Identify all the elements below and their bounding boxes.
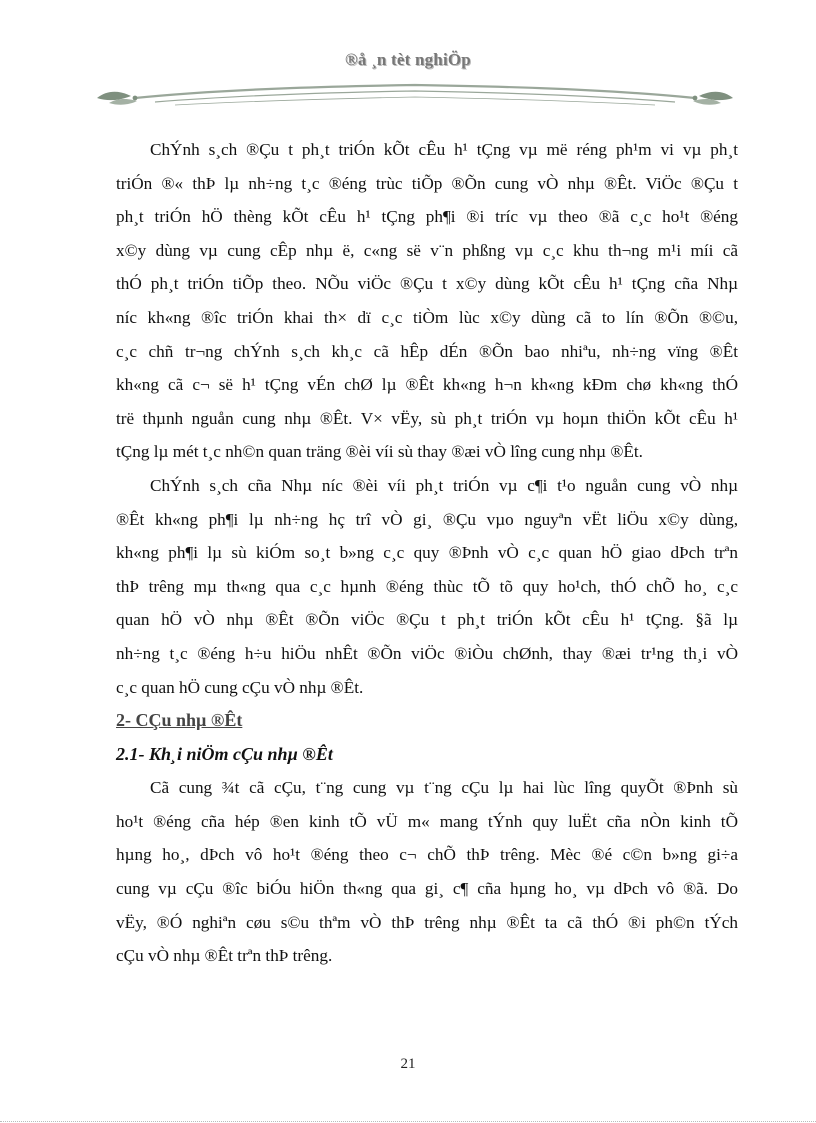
page-number: 21 xyxy=(400,1056,416,1072)
text-line: ChÝnh s¸ch cña Nhµ níc ®èi víi ph¸t triÓn vµ c¶i t¹o nguån cung vÒ nhµ xyxy=(150,475,738,495)
text-line: cÇu vÒ nhµ ®Êt trªn thÞ trêng. xyxy=(116,946,333,966)
text-line: Cã cung ¾t cã cÇu, t¨ng cung vµ t¨ng cÇu lµ hai lùc lîng quyÕt ®Þnh sù xyxy=(150,778,738,798)
text-line: kh«ng cã c¬ së h¹ tÇng vÉn chØ lµ ®Êt kh«ng h¬n kh«ng kÐm chø kh«ng thÓ xyxy=(116,375,738,395)
page-bottom-rule xyxy=(0,1121,816,1122)
subsection-heading: 2.1- Kh¸i niÖm cÇu nhµ ®Êt xyxy=(116,743,333,764)
text-line: quan hÖ vÒ nhµ ®Êt ®Õn viÖc ®Çu t ph¸t triÓn kÕt cÊu h¹ tÇng. §ã lµ xyxy=(116,610,738,630)
text-line: níc kh«ng ®îc triÓn khai th× dï c¸c tiÒm lùc x©y dùng cã to lín ®Õn ®©u, xyxy=(116,307,738,327)
text-line: hµng ho¸, dÞch vô ho¹t ®éng theo c¬ chÕ thÞ trêng. Mèc ®é c©n b»ng gi÷a xyxy=(116,845,738,865)
text-line: c¸c chñ tr¬ng chÝnh s¸ch kh¸c cã hÊp dÉn ®Õn bao nhiªu, nh÷ng vïng ®Êt xyxy=(116,341,738,361)
text-line: kh«ng ph¶i lµ sù kiÓm so¸t b»ng c¸c quy ®Þnh vÒ c¸c quan hÖ giao dÞch trªn xyxy=(116,543,738,563)
text-line: vËy, ®Ó nghiªn cøu s©u thªm vÒ thÞ trêng nhµ ®Êt ta cã thÓ ®i ph©n tÝch xyxy=(116,912,738,932)
text-line: x©y dùng vµ cung cÊp nhµ ë, c«ng së v¨n phßng vµ c¸c khu th¬ng m¹i míi cã xyxy=(116,240,738,260)
text-line: thÞ trêng mµ th«ng qua c¸c hµnh ®éng thùc tÕ tõ quy ho¹ch, thÓ chÕ ho¸ c¸c xyxy=(116,576,738,596)
text-line: c¸c quan hÖ cung cÇu vÒ nhµ ®Êt. xyxy=(116,677,364,697)
text-line: triÓn ®« thÞ lµ nh÷ng t¸c ®éng trùc tiÕp ®Õn cung vÒ nhµ ®Êt. ViÖc ®Çu t xyxy=(116,173,738,193)
text-line: thÓ ph¸t triÓn tiÕp theo. NÕu viÖc ®Çu t x©y dùng kÕt cÊu h¹ tÇng cña Nhµ xyxy=(116,274,738,294)
text-line: tÇng lµ mét t¸c nh©n quan träng ®èi víi sù thay ®æi vÒ lîng cung nhµ ®Êt. xyxy=(116,442,643,462)
text-line: ho¹t ®éng cña hép ®en kinh tÕ vÜ m« mang tÝnh quy luËt cña nÒn kinh tÕ xyxy=(116,811,738,831)
running-header: ®å ¸n tèt nghiÖp xyxy=(345,50,471,69)
text-line: ®Êt kh«ng ph¶i lµ nh÷ng hç trî vÒ gi¸ ®Çu vµo nguyªn vËt liÖu x©y dùng, xyxy=(116,509,738,529)
text-line: ph¸t triÓn hÖ thèng kÕt cÊu h¹ tÇng ph¶i ®i tríc vµ theo ®ã c¸c ho¹t ®éng xyxy=(116,207,738,227)
text-line: trë thµnh nguån cung nhµ ®Êt. V× vËy, sù ph¸t triÓn vµ hoµn thiÖn kÕt cÊu h¹ xyxy=(116,408,738,428)
decorative-divider xyxy=(95,76,735,110)
body-text xyxy=(116,133,738,973)
section-heading: 2- CÇu nhµ ®Êt xyxy=(116,710,243,731)
text-line: cung vµ cÇu ®îc biÓu hiÖn th«ng qua gi¸ c¶ cña hµng ho¸ vµ dÞch vô ®ã. Do xyxy=(116,879,738,899)
text-line: ChÝnh s¸ch ®Çu t ph¸t triÓn kÕt cÊu h¹ tÇng vµ më réng ph¹m vi vµ ph¸t xyxy=(150,140,738,159)
text-line: nh÷ng t¸c ®éng h÷u hiÖu nhÊt ®Õn viÖc ®iÒu chØnh, thay ®æi tr¹ng th¸i vÒ xyxy=(116,643,738,663)
